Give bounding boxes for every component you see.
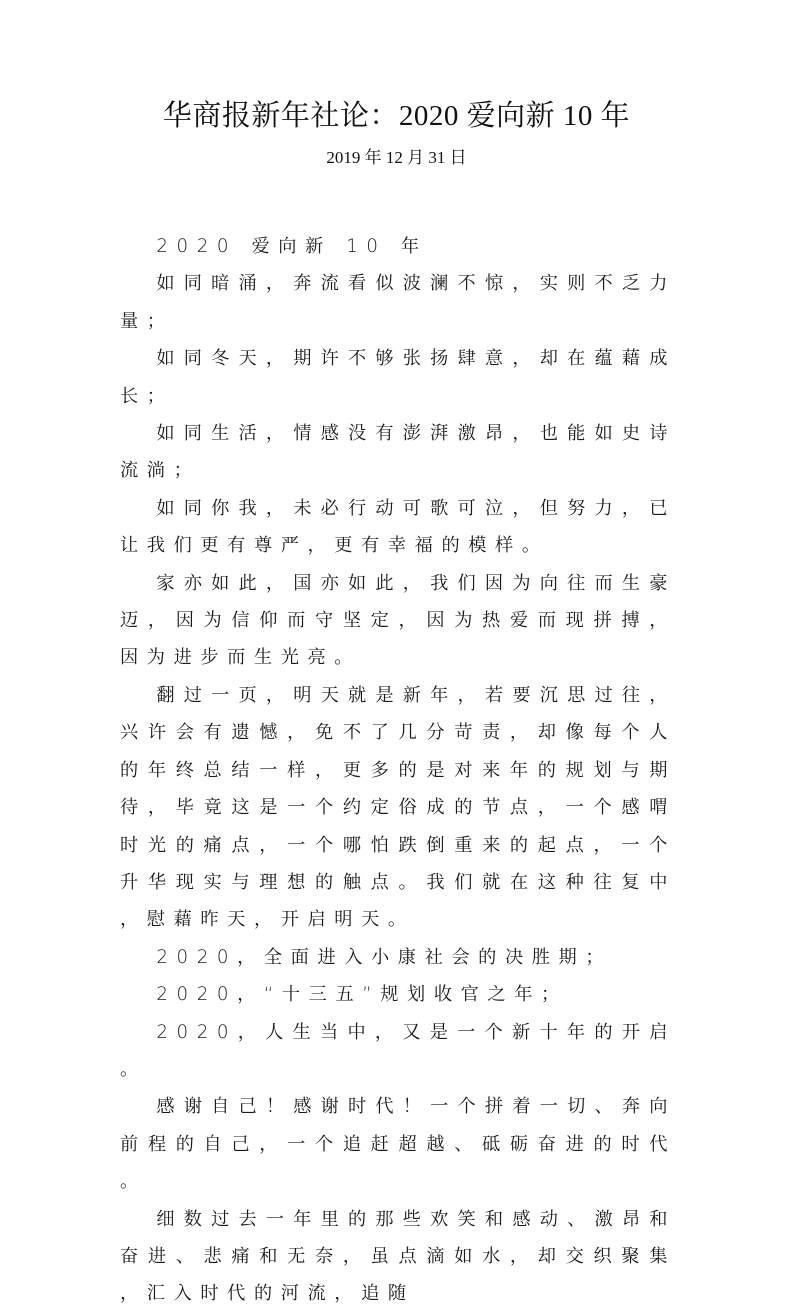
document-date: 2019 年 12 月 31 日 — [326, 148, 467, 167]
paragraph: 2020，人生当中，又是一个新十年的开启。 — [120, 1021, 676, 1080]
document-title: 华商报新年社论：2020 爱向新 10 年 — [162, 100, 631, 132]
paragraph: 家亦如此，国亦如此，我们因为向往而生豪迈，因为信仰而守坚定，因为热爱而现拼搏，因为进步而生光亮。 — [120, 572, 676, 669]
paragraph: 2020，全面进入小康社会的决胜期； — [156, 946, 613, 968]
document-body — [120, 228, 676, 1313]
paragraph: 感谢自己！感谢时代！一个拼着一切、奔向前程的自己，一个追赶超越、砥砺奋进的时代。 — [120, 1096, 676, 1193]
paragraph: 如同暗涌，奔流看似波澜不惊，实则不乏力量； — [120, 273, 676, 332]
paragraph: 2020，“十三五”规划收官之年； — [156, 984, 568, 1006]
paragraph: 如同冬天，期许不够张扬肆意，却在蕴藉成长； — [120, 348, 676, 407]
paragraph: 细数过去一年里的那些欢笑和感动、激昂和奋进、悲痛和无奈，虽点滴如水，却交织聚集，汇入时代的河流，追随 — [120, 1208, 676, 1305]
paragraph: 如同生活，情感没有澎湃激昂，也能如史诗流淌； — [120, 423, 676, 482]
paragraph: 翻过一页，明天就是新年，若要沉思过往，兴许会有遗憾，免不了几分苛责，却像每个人的年终总结一样，更多的是对来年的规划与期待，毕竟这是一个约定俗成的节点，一个感喟时光的痛点，一个哪怕跌倒重来的起点，一个升华现实与理想的触点。我们就在这种往复中，慰藉昨天，开启明天。 — [120, 684, 676, 931]
paragraph: 如同你我，未必行动可歌可泣，但努力，已让我们更有尊严，更有幸福的模样。 — [120, 497, 676, 557]
paragraph-subtitle: 2020 爱向新 10 年 — [156, 236, 428, 257]
